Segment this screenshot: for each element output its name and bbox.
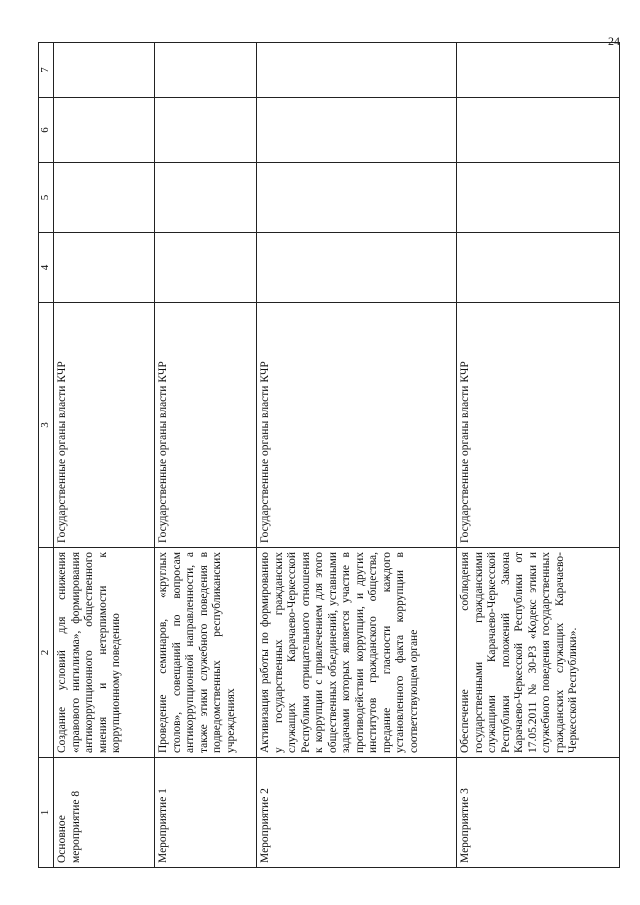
executor-cell: Государственные органы власти КЧР <box>457 303 620 548</box>
measure-name-cell: Основное мероприятие 8 <box>54 758 155 868</box>
table-cell <box>54 43 155 98</box>
table-row <box>257 43 457 868</box>
table-cell <box>257 163 457 233</box>
header-cell: 1 <box>39 758 54 868</box>
header-cell: 6 <box>39 98 54 163</box>
measure-name-cell: Мероприятие 1 <box>155 758 257 868</box>
executor-cell: Государственные органы власти КЧР <box>257 303 457 548</box>
table-cell <box>54 163 155 233</box>
table-cell <box>257 233 457 303</box>
table-cell <box>457 98 620 163</box>
table-cell <box>457 43 620 98</box>
table-cell <box>155 43 257 98</box>
table-row <box>54 43 155 868</box>
header-cell: 4 <box>39 233 54 303</box>
measure-description-cell: Активизация работы по формированию у государственных гражданских служащих Карачаево-Черкесской Республики отрицательного отношения к коррупции с привлечением для этого общественных объединений, уставными задачами которых является участие в противодействии коррупции, и других институтов гражданского общества, предание гласности каждого установленного факта коррупции в соответствующем органе <box>257 548 457 758</box>
measure-name-cell: Мероприятие 3 <box>457 758 620 868</box>
measures-table <box>38 42 620 868</box>
measure-description-cell: Создание условий для снижения «правового нигилизма», формирования антикоррупционного общественного мнения и нетерпимости к коррупционному поведению <box>54 548 155 758</box>
page-number: 24 <box>608 34 620 48</box>
executor-cell: Государственные органы власти КЧР <box>155 303 257 548</box>
table-cell <box>54 98 155 163</box>
table-cell <box>457 163 620 233</box>
table-cell <box>257 43 457 98</box>
table-cell <box>155 98 257 163</box>
table-cell <box>457 233 620 303</box>
measure-description-cell: Проведение семинаров, «круглых столов», совещаний по вопросам антикоррупционной направленности, а также этики служебного поведения в подведомственных республиканских учреждениях <box>155 548 257 758</box>
executor-cell: Государственные органы власти КЧР <box>54 303 155 548</box>
header-cell: 2 <box>39 548 54 758</box>
measure-description-cell: Обеспечение соблюдения государственными гражданскими служащими Карачаево-Черкесской Республики положений Закона Карачаево-Черкесской Республики от 17.05.2011 № 30-РЗ «Кодекс этики и служебного поведения государственных гражданских служащих Карачаево-Черкесской Республики». <box>457 548 620 758</box>
header-cell: 3 <box>39 303 54 548</box>
rotated-table-container <box>38 43 620 868</box>
header-cell: 7 <box>39 43 54 98</box>
table-row <box>155 43 257 868</box>
header-cell: 5 <box>39 163 54 233</box>
measure-name-cell: Мероприятие 2 <box>257 758 457 868</box>
table-row <box>457 43 620 868</box>
table-cell <box>155 233 257 303</box>
table-cell <box>54 233 155 303</box>
table-cell <box>257 98 457 163</box>
table-cell <box>155 163 257 233</box>
table-header-row <box>39 43 54 868</box>
